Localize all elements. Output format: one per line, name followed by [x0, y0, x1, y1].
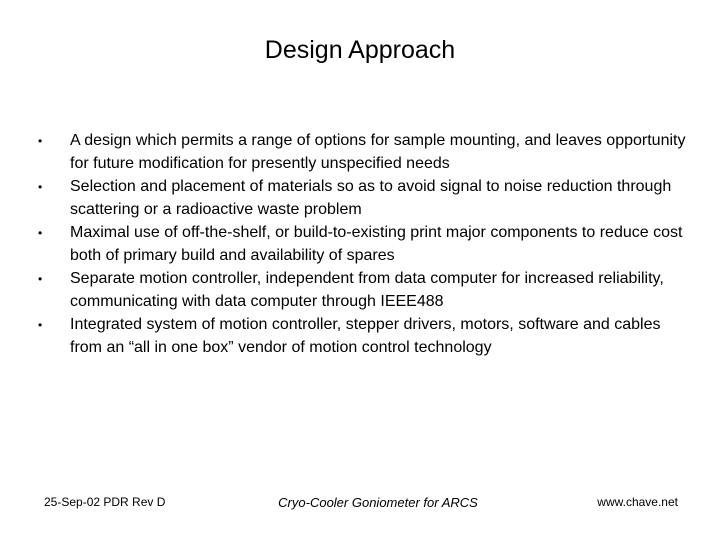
bullet-text: Maximal use of off-the-shelf, or build-to-existing print major components to reduce cost both of primary build and availability of spares: [70, 224, 683, 264]
bullet-text: A design which permits a range of options for sample mounting, and leaves opportunity for future modification for presently unspecified needs: [70, 132, 686, 172]
bullet-icon: •: [38, 318, 43, 332]
bullet-list: [38, 130, 688, 360]
list-item: [38, 314, 688, 359]
slide-title: Design Approach: [264, 36, 456, 64]
footer-title: Cryo-Cooler Goniometer for ARCS: [278, 495, 478, 510]
bullet-text: Selection and placement of materials so as to avoid signal to noise reduction through scattering or a radioactive waste problem: [70, 178, 672, 218]
list-item: [38, 176, 688, 221]
bullet-icon: •: [38, 272, 43, 286]
list-item: [38, 222, 688, 267]
bullet-text: Integrated system of motion controller, stepper drivers, motors, software and cables from an “all in one box” vendor of motion control technology: [70, 316, 661, 356]
footer-url: www.chave.net: [597, 495, 678, 509]
bullet-text: Separate motion controller, independent from data computer for increased reliability, communicating with data computer through IEEE488: [70, 270, 664, 310]
bullet-icon: •: [38, 180, 43, 194]
list-item: [38, 130, 688, 175]
bullet-icon: •: [38, 226, 43, 240]
list-item: [38, 268, 688, 313]
footer-date: 25-Sep-02 PDR Rev D: [44, 495, 166, 509]
bullet-icon: •: [38, 134, 43, 148]
